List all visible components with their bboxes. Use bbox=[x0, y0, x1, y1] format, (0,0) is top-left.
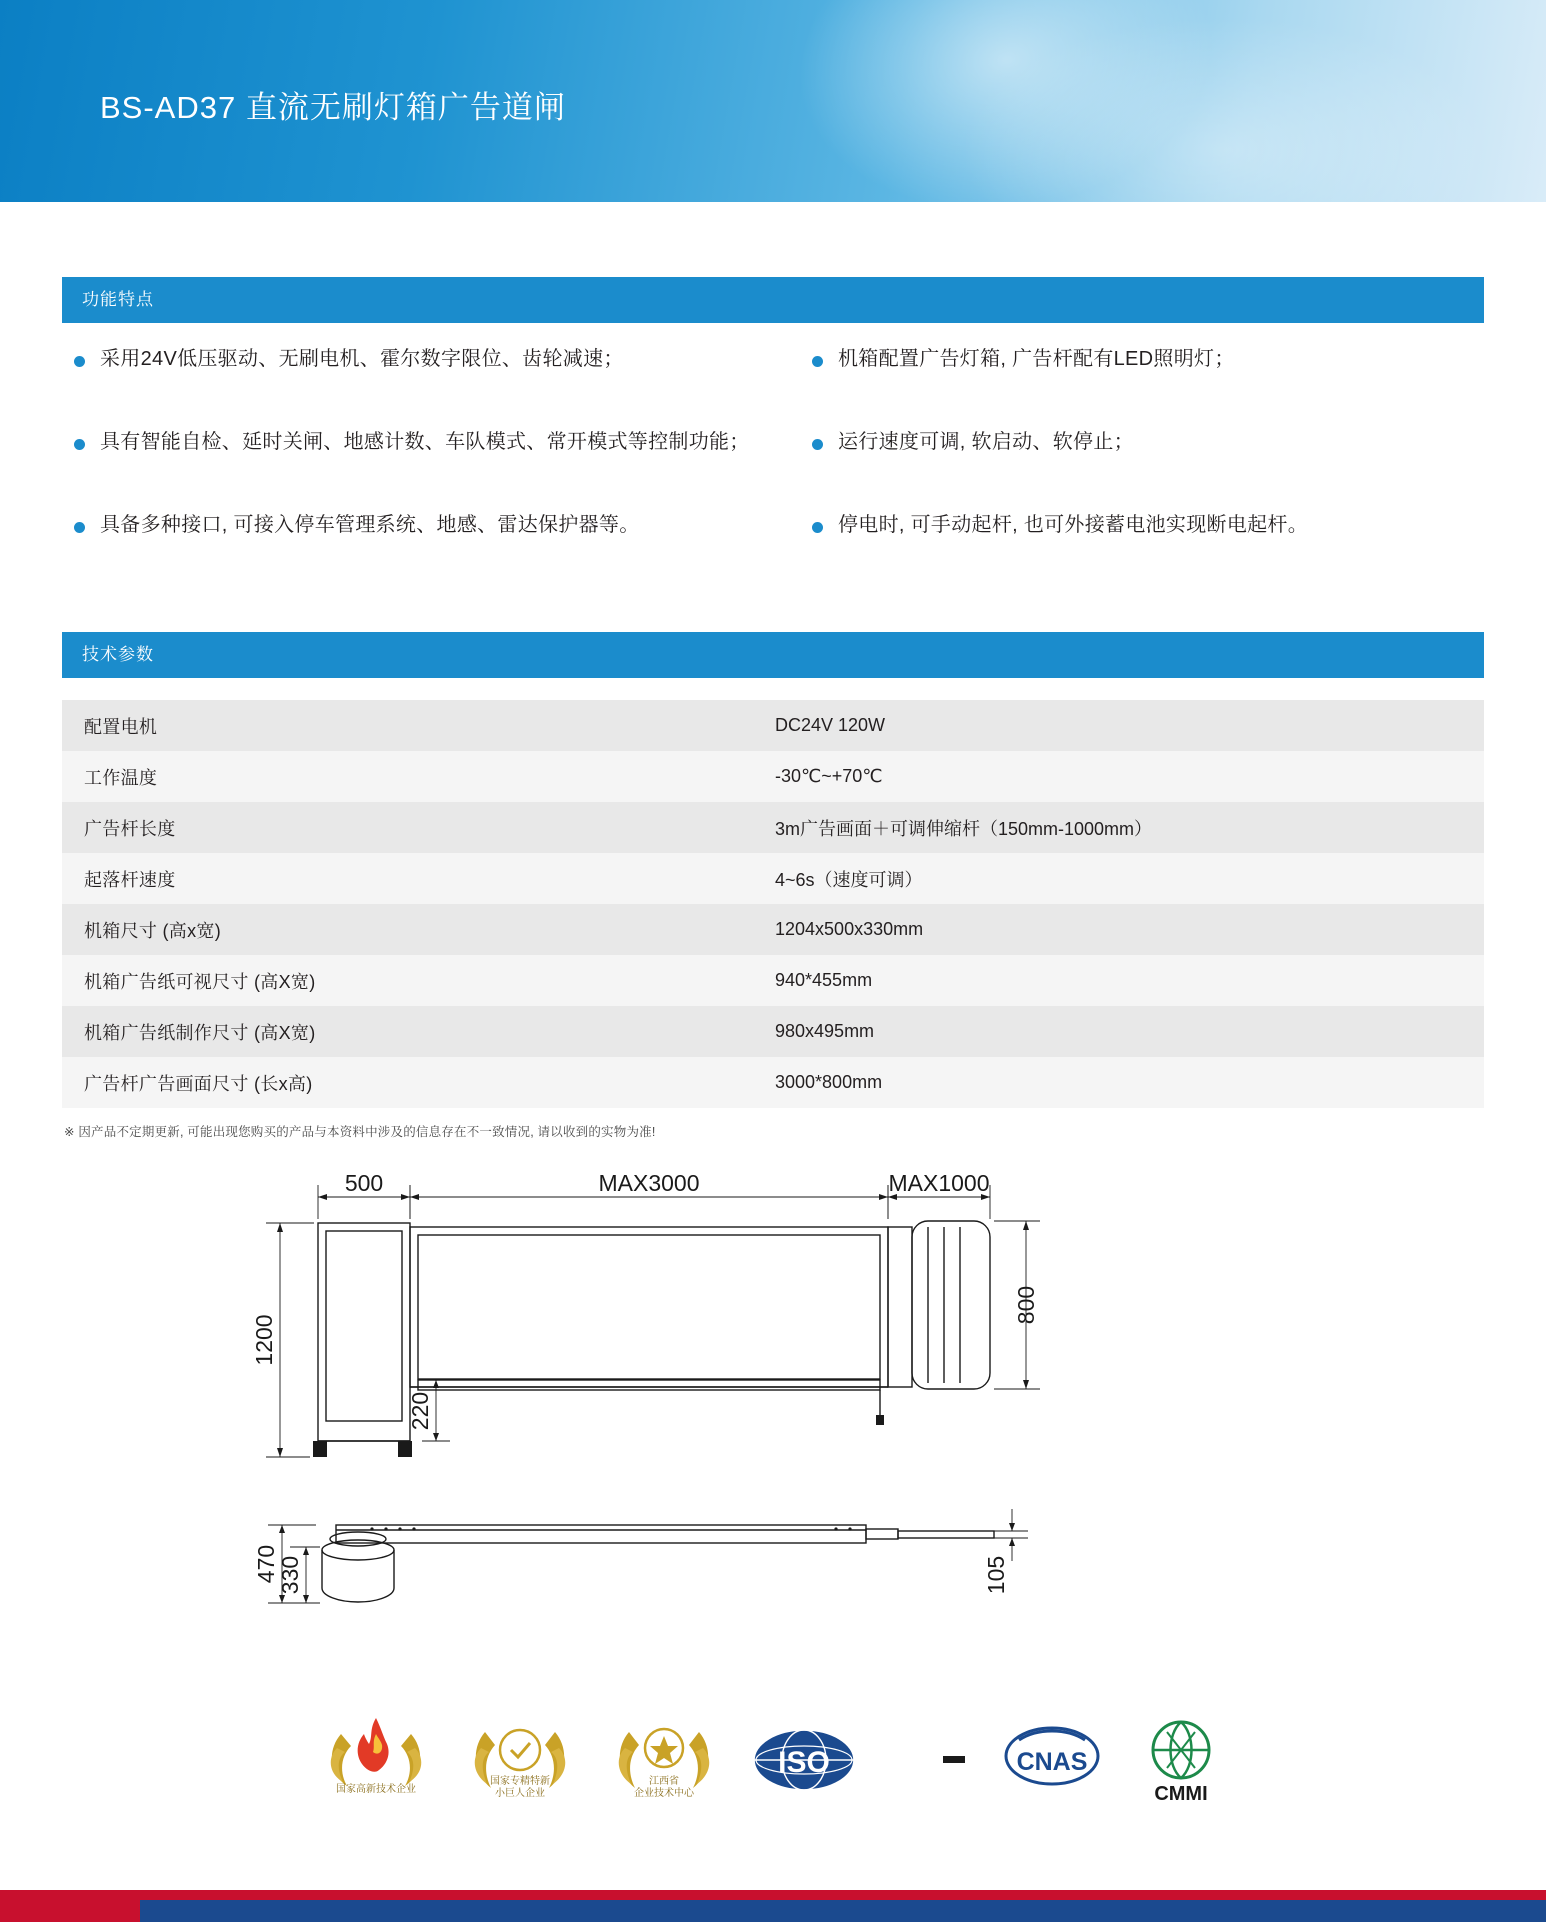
cert-ce bbox=[885, 1730, 971, 1790]
bullet-icon bbox=[74, 356, 85, 367]
spec-value: 940*455mm bbox=[775, 970, 873, 990]
dim-label-1200: 1200 bbox=[251, 1314, 277, 1366]
spec-value: 980x495mm bbox=[775, 1021, 875, 1041]
svg-text:江西省: 江西省 bbox=[649, 1776, 679, 1787]
svg-text:CMMI: CMMI bbox=[1154, 1783, 1208, 1805]
svg-text:国家专精特新: 国家专精特新 bbox=[490, 1776, 550, 1787]
laurel-badge-icon bbox=[461, 1712, 579, 1808]
spec-label: 配置电机 bbox=[84, 716, 158, 737]
laurel-badge-icon bbox=[605, 1712, 723, 1808]
dim-label-330: 330 bbox=[277, 1555, 303, 1595]
svg-text:小巨人企业: 小巨人企业 bbox=[495, 1788, 545, 1799]
table-row bbox=[62, 802, 1484, 853]
section-header-features: 功能特点 bbox=[62, 277, 1484, 323]
footer-red-bar bbox=[0, 1890, 1546, 1900]
certification-logos bbox=[0, 1700, 1546, 1820]
table-row bbox=[62, 1006, 1484, 1057]
dim-label-500: 500 bbox=[344, 1175, 384, 1196]
spec-label: 机箱尺寸 (高x宽) bbox=[84, 920, 221, 941]
spec-label: 起落杆速度 bbox=[84, 869, 176, 890]
table-row bbox=[62, 904, 1484, 955]
ce-mark-icon bbox=[885, 1730, 971, 1790]
feature-item bbox=[812, 346, 1502, 373]
feature-item bbox=[812, 512, 1502, 539]
bullet-icon bbox=[812, 522, 823, 533]
svg-text:CNAS: CNAS bbox=[1016, 1748, 1088, 1776]
spec-table bbox=[62, 700, 1484, 1108]
cert-iso bbox=[749, 1722, 859, 1798]
cmmi-icon bbox=[1133, 1714, 1229, 1806]
spec-disclaimer-note: ※ 因产品不定期更新, 可能出现您购买的产品与本资料中涉及的信息存在不一致情况, 请以收到的实物为准! bbox=[64, 1125, 656, 1139]
features-column-left bbox=[62, 346, 782, 595]
cert-cmmi bbox=[1133, 1714, 1229, 1806]
spec-value: 3000*800mm bbox=[775, 1072, 883, 1092]
feature-item bbox=[74, 429, 762, 456]
feature-text: 具备多种接口, 可接入停车管理系统、地感、雷达保护器等。 bbox=[100, 514, 640, 536]
dim-label-800: 800 bbox=[1013, 1285, 1039, 1325]
feature-text: 具有智能自检、延时关闸、地感计数、车队模式、常开模式等控制功能； bbox=[100, 431, 750, 453]
table-row bbox=[62, 700, 1484, 751]
svg-text:企业技术中心: 企业技术中心 bbox=[634, 1788, 694, 1799]
bullet-icon bbox=[74, 522, 85, 533]
dim-label-470: 470 bbox=[253, 1544, 279, 1584]
spec-label: 机箱广告纸可视尺寸 (高X宽) bbox=[84, 971, 316, 992]
spec-label: 广告杆广告画面尺寸 (长x高) bbox=[84, 1073, 313, 1094]
dim-label-105: 105 bbox=[983, 1555, 1009, 1595]
section-header-specs: 技术参数 bbox=[62, 632, 1484, 678]
cert-specialized-new bbox=[461, 1712, 579, 1808]
cert-jiangxi-tech-center bbox=[605, 1712, 723, 1808]
spec-label: 机箱广告纸制作尺寸 (高X宽) bbox=[84, 1022, 316, 1043]
dim-label-max3000: MAX3000 bbox=[598, 1175, 700, 1196]
spec-value: DC24V 120W bbox=[775, 715, 886, 735]
table-row bbox=[62, 751, 1484, 802]
cert-cnas bbox=[997, 1722, 1107, 1798]
svg-text:ISO: ISO bbox=[778, 1746, 830, 1779]
feature-text: 停电时, 可手动起杆, 也可外接蓄电池实现断电起杆。 bbox=[838, 514, 1309, 536]
bullet-icon bbox=[74, 439, 85, 450]
spec-value: 1204x500x330mm bbox=[775, 919, 924, 939]
table-row bbox=[62, 853, 1484, 904]
page-title: BS-AD37 直流无刷灯箱广告道闸 bbox=[100, 90, 566, 125]
technical-drawing bbox=[250, 1175, 1310, 1675]
feature-item bbox=[74, 346, 762, 373]
dim-label-220: 220 bbox=[407, 1391, 433, 1431]
spec-value: -30℃~+70℃ bbox=[775, 766, 883, 786]
spec-value: 3m广告画面＋可调伸缩杆（150mm-1000mm） bbox=[775, 818, 1153, 839]
feature-item bbox=[74, 512, 762, 539]
cert-national-high-tech bbox=[317, 1712, 435, 1808]
dim-label-max1000: MAX1000 bbox=[888, 1175, 990, 1196]
feature-text: 运行速度可调, 软启动、软停止； bbox=[838, 431, 1134, 453]
footer-blue-bar bbox=[0, 1900, 1546, 1922]
bullet-icon bbox=[812, 439, 823, 450]
cnas-icon bbox=[997, 1722, 1107, 1798]
spec-label: 广告杆长度 bbox=[84, 818, 176, 839]
page-header bbox=[0, 0, 1546, 202]
feature-text: 采用24V低压驱动、无刷电机、霍尔数字限位、齿轮减速； bbox=[100, 348, 624, 370]
iso-globe-icon bbox=[749, 1722, 859, 1798]
header-glow-decoration-secondary bbox=[966, 20, 1486, 202]
spec-value: 4~6s（速度可调） bbox=[775, 869, 923, 890]
spec-label: 工作温度 bbox=[84, 767, 158, 788]
bullet-icon bbox=[812, 356, 823, 367]
features-column-right bbox=[782, 346, 1502, 595]
features-list bbox=[62, 346, 1502, 595]
table-row bbox=[62, 955, 1484, 1006]
footer-red-accent bbox=[0, 1890, 140, 1922]
laurel-flame-icon bbox=[317, 1712, 435, 1808]
table-row bbox=[62, 1057, 1484, 1108]
feature-item bbox=[812, 429, 1502, 456]
feature-text: 机箱配置广告灯箱, 广告杆配有LED照明灯； bbox=[838, 348, 1235, 370]
svg-text:国家高新技术企业: 国家高新技术企业 bbox=[336, 1784, 416, 1795]
